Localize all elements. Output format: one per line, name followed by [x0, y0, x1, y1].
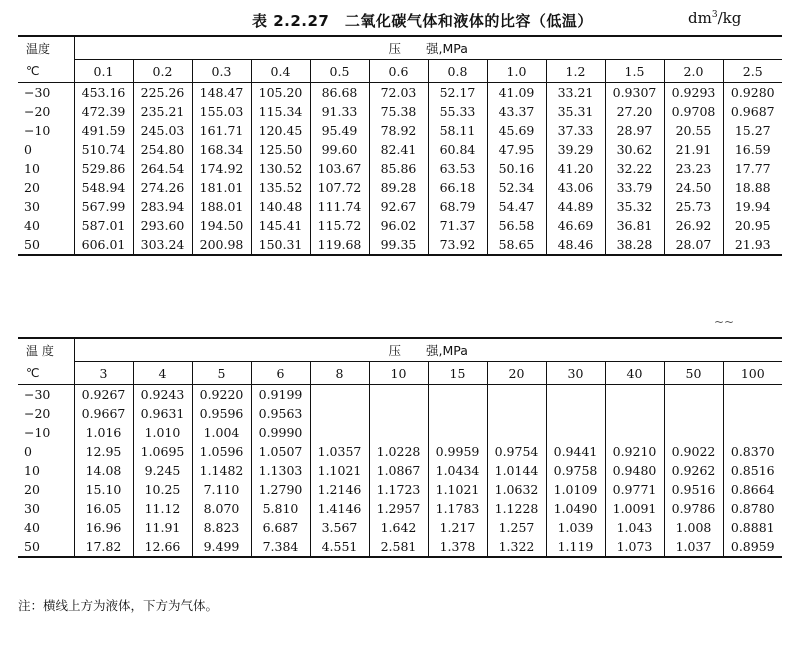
- table-row: [18, 121, 782, 140]
- temperature-cell: 40: [18, 518, 74, 537]
- scan-mark: ~~: [714, 315, 735, 329]
- value-cell: 8.070: [192, 499, 251, 518]
- pressure-header-cell: 0.8: [428, 60, 487, 83]
- value-cell: 82.41: [369, 140, 428, 159]
- header-row-group: [18, 338, 782, 362]
- value-cell: 1.1303: [251, 461, 310, 480]
- value-cell: [428, 385, 487, 405]
- value-cell: 1.322: [487, 537, 546, 557]
- table-row: [18, 480, 782, 499]
- value-cell: [428, 404, 487, 423]
- value-cell: 6.687: [251, 518, 310, 537]
- temperature-cell: 0: [18, 140, 74, 159]
- table-row: [18, 385, 782, 405]
- value-cell: [605, 423, 664, 442]
- value-cell: 1.0695: [133, 442, 192, 461]
- specific-volume-table-low-pressure: [18, 35, 782, 256]
- value-cell: 1.0596: [192, 442, 251, 461]
- value-cell: 52.34: [487, 178, 546, 197]
- pressure-header-cell: 0.5: [310, 60, 369, 83]
- value-cell: [487, 423, 546, 442]
- pressure-header-cell: 3: [74, 362, 133, 385]
- value-cell: 7.384: [251, 537, 310, 557]
- value-cell: 491.59: [74, 121, 133, 140]
- value-cell: 1.2146: [310, 480, 369, 499]
- value-cell: 245.03: [133, 121, 192, 140]
- pressure-header-cell: 0.1: [74, 60, 133, 83]
- value-cell: 28.97: [605, 121, 664, 140]
- table-row: [18, 159, 782, 178]
- value-cell: [487, 404, 546, 423]
- temperature-cell: 30: [18, 499, 74, 518]
- pressure-group-header: 压 强,MPa: [74, 338, 782, 362]
- value-cell: 115.72: [310, 216, 369, 235]
- temperature-cell: 20: [18, 480, 74, 499]
- value-cell: [723, 404, 782, 423]
- value-cell: 1.037: [664, 537, 723, 557]
- value-cell: 548.94: [74, 178, 133, 197]
- temperature-cell: −30: [18, 83, 74, 103]
- value-cell: 35.32: [605, 197, 664, 216]
- value-cell: 1.1021: [310, 461, 369, 480]
- value-cell: 1.0632: [487, 480, 546, 499]
- header-row-group: [18, 36, 782, 60]
- value-cell: [664, 423, 723, 442]
- value-cell: 14.08: [74, 461, 133, 480]
- table-row: [18, 404, 782, 423]
- value-cell: 135.52: [251, 178, 310, 197]
- value-cell: [310, 423, 369, 442]
- value-cell: 41.09: [487, 83, 546, 103]
- value-cell: 1.0144: [487, 461, 546, 480]
- value-cell: 1.642: [369, 518, 428, 537]
- value-cell: 32.22: [605, 159, 664, 178]
- value-cell: 9.245: [133, 461, 192, 480]
- pressure-header-cell: 0.3: [192, 60, 251, 83]
- value-cell: 27.20: [605, 102, 664, 121]
- temperature-header: 温度: [26, 41, 51, 56]
- value-cell: 10.25: [133, 480, 192, 499]
- value-cell: 0.9199: [251, 385, 310, 405]
- value-cell: 0.9210: [605, 442, 664, 461]
- temperature-unit-header: ℃: [18, 60, 74, 83]
- value-cell: 1.257: [487, 518, 546, 537]
- value-cell: 63.53: [428, 159, 487, 178]
- temperature-cell: −10: [18, 121, 74, 140]
- value-cell: 235.21: [133, 102, 192, 121]
- table-row: [18, 442, 782, 461]
- value-cell: 41.20: [546, 159, 605, 178]
- temperature-cell: 10: [18, 461, 74, 480]
- value-cell: 181.01: [192, 178, 251, 197]
- value-cell: 125.50: [251, 140, 310, 159]
- value-cell: 17.77: [723, 159, 782, 178]
- value-cell: 1.1482: [192, 461, 251, 480]
- unit-label: [688, 9, 741, 27]
- temperature-cell: 0: [18, 442, 74, 461]
- value-cell: [546, 404, 605, 423]
- value-cell: 155.03: [192, 102, 251, 121]
- value-cell: 188.01: [192, 197, 251, 216]
- value-cell: 1.119: [546, 537, 605, 557]
- value-cell: 0.9022: [664, 442, 723, 461]
- value-cell: 96.02: [369, 216, 428, 235]
- value-cell: 150.31: [251, 235, 310, 255]
- value-cell: 71.37: [428, 216, 487, 235]
- pressure-header-cell: 6: [251, 362, 310, 385]
- value-cell: 12.66: [133, 537, 192, 557]
- value-cell: 1.0490: [546, 499, 605, 518]
- pressure-header-cell: 1.5: [605, 60, 664, 83]
- table-row: [18, 140, 782, 159]
- value-cell: 47.95: [487, 140, 546, 159]
- value-cell: 225.26: [133, 83, 192, 103]
- value-cell: 119.68: [310, 235, 369, 255]
- value-cell: [310, 404, 369, 423]
- value-cell: 43.37: [487, 102, 546, 121]
- value-cell: 91.33: [310, 102, 369, 121]
- value-cell: 0.9771: [605, 480, 664, 499]
- value-cell: 0.9307: [605, 83, 664, 103]
- value-cell: 200.98: [192, 235, 251, 255]
- value-cell: 43.06: [546, 178, 605, 197]
- value-cell: [664, 385, 723, 405]
- value-cell: 0.8516: [723, 461, 782, 480]
- value-cell: 120.45: [251, 121, 310, 140]
- value-cell: 89.28: [369, 178, 428, 197]
- value-cell: 20.55: [664, 121, 723, 140]
- table-row: [18, 102, 782, 121]
- value-cell: 99.35: [369, 235, 428, 255]
- value-cell: 37.33: [546, 121, 605, 140]
- value-cell: 0.9990: [251, 423, 310, 442]
- value-cell: 44.89: [546, 197, 605, 216]
- value-cell: 0.8881: [723, 518, 782, 537]
- temperature-cell: 30: [18, 197, 74, 216]
- value-cell: 4.551: [310, 537, 369, 557]
- value-cell: 107.72: [310, 178, 369, 197]
- table-title: 表 2.2.27 二氧化碳气体和液体的比容（低温）: [252, 12, 593, 30]
- value-cell: 1.378: [428, 537, 487, 557]
- value-cell: 16.96: [74, 518, 133, 537]
- value-cell: 1.0091: [605, 499, 664, 518]
- value-cell: 174.92: [192, 159, 251, 178]
- pressure-header-cell: 2.5: [723, 60, 782, 83]
- value-cell: [723, 385, 782, 405]
- value-cell: 0.9708: [664, 102, 723, 121]
- value-cell: 115.34: [251, 102, 310, 121]
- temperature-unit-header: ℃: [18, 362, 74, 385]
- value-cell: [310, 385, 369, 405]
- value-cell: 20.95: [723, 216, 782, 235]
- value-cell: 36.81: [605, 216, 664, 235]
- value-cell: 1.2957: [369, 499, 428, 518]
- value-cell: [369, 385, 428, 405]
- value-cell: 16.05: [74, 499, 133, 518]
- value-cell: 58.11: [428, 121, 487, 140]
- temperature-cell: −10: [18, 423, 74, 442]
- value-cell: 54.47: [487, 197, 546, 216]
- value-cell: 1.0228: [369, 442, 428, 461]
- unit-superscript: 3: [711, 10, 718, 20]
- value-cell: 453.16: [74, 83, 133, 103]
- value-cell: [428, 423, 487, 442]
- value-cell: 23.23: [664, 159, 723, 178]
- value-cell: 28.07: [664, 235, 723, 255]
- value-cell: 1.039: [546, 518, 605, 537]
- table-row: [18, 537, 782, 557]
- value-cell: 472.39: [74, 102, 133, 121]
- value-cell: 0.9480: [605, 461, 664, 480]
- value-cell: 11.91: [133, 518, 192, 537]
- value-cell: 145.41: [251, 216, 310, 235]
- value-cell: [487, 385, 546, 405]
- value-cell: 1.1021: [428, 480, 487, 499]
- value-cell: 194.50: [192, 216, 251, 235]
- value-cell: 50.16: [487, 159, 546, 178]
- value-cell: 529.86: [74, 159, 133, 178]
- value-cell: 0.8959: [723, 537, 782, 557]
- temperature-cell: −30: [18, 385, 74, 405]
- value-cell: 1.0109: [546, 480, 605, 499]
- value-cell: 1.016: [74, 423, 133, 442]
- pressure-header-cell: 10: [369, 362, 428, 385]
- pressure-group-header: 压 强,MPa: [74, 36, 782, 60]
- pressure-header-cell: 5: [192, 362, 251, 385]
- pressure-header-cell: 30: [546, 362, 605, 385]
- value-cell: 0.9293: [664, 83, 723, 103]
- document-title: [0, 7, 800, 31]
- value-cell: [369, 423, 428, 442]
- value-cell: 16.59: [723, 140, 782, 159]
- value-cell: 510.74: [74, 140, 133, 159]
- pressure-header-cell: 100: [723, 362, 782, 385]
- value-cell: 17.82: [74, 537, 133, 557]
- unit-rest: /kg: [717, 9, 742, 27]
- pressure-header-cell: 1.2: [546, 60, 605, 83]
- value-cell: 1.1228: [487, 499, 546, 518]
- temperature-cell: 20: [18, 178, 74, 197]
- value-cell: 1.0434: [428, 461, 487, 480]
- value-cell: 48.46: [546, 235, 605, 255]
- value-cell: 9.499: [192, 537, 251, 557]
- value-cell: 111.74: [310, 197, 369, 216]
- value-cell: 1.1723: [369, 480, 428, 499]
- pressure-header-cell: 4: [133, 362, 192, 385]
- table-row: [18, 518, 782, 537]
- table-row: [18, 499, 782, 518]
- value-cell: 95.49: [310, 121, 369, 140]
- pressure-header-row: [18, 362, 782, 385]
- value-cell: 148.47: [192, 83, 251, 103]
- value-cell: 21.91: [664, 140, 723, 159]
- value-cell: 0.9516: [664, 480, 723, 499]
- value-cell: 303.24: [133, 235, 192, 255]
- value-cell: 2.581: [369, 537, 428, 557]
- pressure-header-cell: 0.2: [133, 60, 192, 83]
- value-cell: 1.2790: [251, 480, 310, 499]
- temperature-header: 温 度: [26, 343, 54, 358]
- value-cell: 24.50: [664, 178, 723, 197]
- value-cell: 1.0357: [310, 442, 369, 461]
- value-cell: 85.86: [369, 159, 428, 178]
- value-cell: 0.9687: [723, 102, 782, 121]
- table-row: [18, 461, 782, 480]
- temperature-cell: −20: [18, 102, 74, 121]
- value-cell: 0.9758: [546, 461, 605, 480]
- value-cell: 58.65: [487, 235, 546, 255]
- value-cell: 33.79: [605, 178, 664, 197]
- value-cell: 30.62: [605, 140, 664, 159]
- value-cell: 0.8780: [723, 499, 782, 518]
- value-cell: 1.008: [664, 518, 723, 537]
- value-cell: [546, 385, 605, 405]
- value-cell: 0.8370: [723, 442, 782, 461]
- value-cell: 75.38: [369, 102, 428, 121]
- value-cell: 0.9596: [192, 404, 251, 423]
- temperature-cell: 10: [18, 159, 74, 178]
- pressure-header-cell: 1.0: [487, 60, 546, 83]
- value-cell: 293.60: [133, 216, 192, 235]
- value-cell: 5.810: [251, 499, 310, 518]
- pressure-header-cell: 15: [428, 362, 487, 385]
- value-cell: 587.01: [74, 216, 133, 235]
- value-cell: 254.80: [133, 140, 192, 159]
- value-cell: 66.18: [428, 178, 487, 197]
- footnote: 注：横线上方为液体，下方为气体。: [18, 598, 219, 613]
- value-cell: 73.92: [428, 235, 487, 255]
- value-cell: 0.9959: [428, 442, 487, 461]
- value-cell: 0.9563: [251, 404, 310, 423]
- table-row: [18, 216, 782, 235]
- pressure-header-cell: 0.6: [369, 60, 428, 83]
- pressure-header-cell: 50: [664, 362, 723, 385]
- value-cell: 168.34: [192, 140, 251, 159]
- pressure-header-cell: 40: [605, 362, 664, 385]
- table-row: [18, 178, 782, 197]
- value-cell: 78.92: [369, 121, 428, 140]
- value-cell: 3.567: [310, 518, 369, 537]
- value-cell: 1.0507: [251, 442, 310, 461]
- value-cell: 0.9441: [546, 442, 605, 461]
- value-cell: 33.21: [546, 83, 605, 103]
- value-cell: 105.20: [251, 83, 310, 103]
- value-cell: 567.99: [74, 197, 133, 216]
- value-cell: 0.9631: [133, 404, 192, 423]
- value-cell: 161.71: [192, 121, 251, 140]
- value-cell: 18.88: [723, 178, 782, 197]
- value-cell: 86.68: [310, 83, 369, 103]
- table-row: [18, 83, 782, 103]
- value-cell: 15.10: [74, 480, 133, 499]
- value-cell: 55.33: [428, 102, 487, 121]
- value-cell: 72.03: [369, 83, 428, 103]
- specific-volume-table-high-pressure: [18, 337, 782, 558]
- value-cell: 0.9280: [723, 83, 782, 103]
- value-cell: 68.79: [428, 197, 487, 216]
- value-cell: 92.67: [369, 197, 428, 216]
- value-cell: 103.67: [310, 159, 369, 178]
- value-cell: 140.48: [251, 197, 310, 216]
- value-cell: [546, 423, 605, 442]
- value-cell: 0.9262: [664, 461, 723, 480]
- temperature-cell: 40: [18, 216, 74, 235]
- value-cell: 99.60: [310, 140, 369, 159]
- value-cell: 0.9220: [192, 385, 251, 405]
- value-cell: 1.004: [192, 423, 251, 442]
- value-cell: 1.073: [605, 537, 664, 557]
- value-cell: 0.9754: [487, 442, 546, 461]
- value-cell: [723, 423, 782, 442]
- value-cell: 26.92: [664, 216, 723, 235]
- value-cell: 0.9243: [133, 385, 192, 405]
- value-cell: 1.4146: [310, 499, 369, 518]
- value-cell: 283.94: [133, 197, 192, 216]
- value-cell: 35.31: [546, 102, 605, 121]
- value-cell: 0.9786: [664, 499, 723, 518]
- value-cell: 39.29: [546, 140, 605, 159]
- value-cell: [369, 404, 428, 423]
- value-cell: 15.27: [723, 121, 782, 140]
- value-cell: [605, 404, 664, 423]
- value-cell: [664, 404, 723, 423]
- value-cell: 1.0867: [369, 461, 428, 480]
- value-cell: 1.043: [605, 518, 664, 537]
- value-cell: 1.010: [133, 423, 192, 442]
- pressure-header-row: [18, 60, 782, 83]
- unit-base: dm: [688, 9, 712, 27]
- value-cell: 38.28: [605, 235, 664, 255]
- value-cell: 60.84: [428, 140, 487, 159]
- value-cell: 0.9667: [74, 404, 133, 423]
- value-cell: 12.95: [74, 442, 133, 461]
- table-row: [18, 197, 782, 216]
- value-cell: 19.94: [723, 197, 782, 216]
- value-cell: 45.69: [487, 121, 546, 140]
- value-cell: 1.217: [428, 518, 487, 537]
- value-cell: 46.69: [546, 216, 605, 235]
- temperature-cell: −20: [18, 404, 74, 423]
- table-row: [18, 423, 782, 442]
- value-cell: 606.01: [74, 235, 133, 255]
- value-cell: 0.9267: [74, 385, 133, 405]
- value-cell: 1.1783: [428, 499, 487, 518]
- value-cell: 0.8664: [723, 480, 782, 499]
- pressure-header-cell: 20: [487, 362, 546, 385]
- value-cell: 7.110: [192, 480, 251, 499]
- value-cell: [605, 385, 664, 405]
- pressure-header-cell: 8: [310, 362, 369, 385]
- value-cell: 274.26: [133, 178, 192, 197]
- value-cell: 130.52: [251, 159, 310, 178]
- temperature-cell: 50: [18, 537, 74, 557]
- table-row: [18, 235, 782, 255]
- pressure-header-cell: 2.0: [664, 60, 723, 83]
- value-cell: 21.93: [723, 235, 782, 255]
- table-body: [18, 83, 782, 256]
- value-cell: 264.54: [133, 159, 192, 178]
- temperature-cell: 50: [18, 235, 74, 255]
- value-cell: 25.73: [664, 197, 723, 216]
- pressure-header-cell: 0.4: [251, 60, 310, 83]
- table-body: [18, 385, 782, 558]
- value-cell: 52.17: [428, 83, 487, 103]
- value-cell: 56.58: [487, 216, 546, 235]
- value-cell: 8.823: [192, 518, 251, 537]
- value-cell: 11.12: [133, 499, 192, 518]
